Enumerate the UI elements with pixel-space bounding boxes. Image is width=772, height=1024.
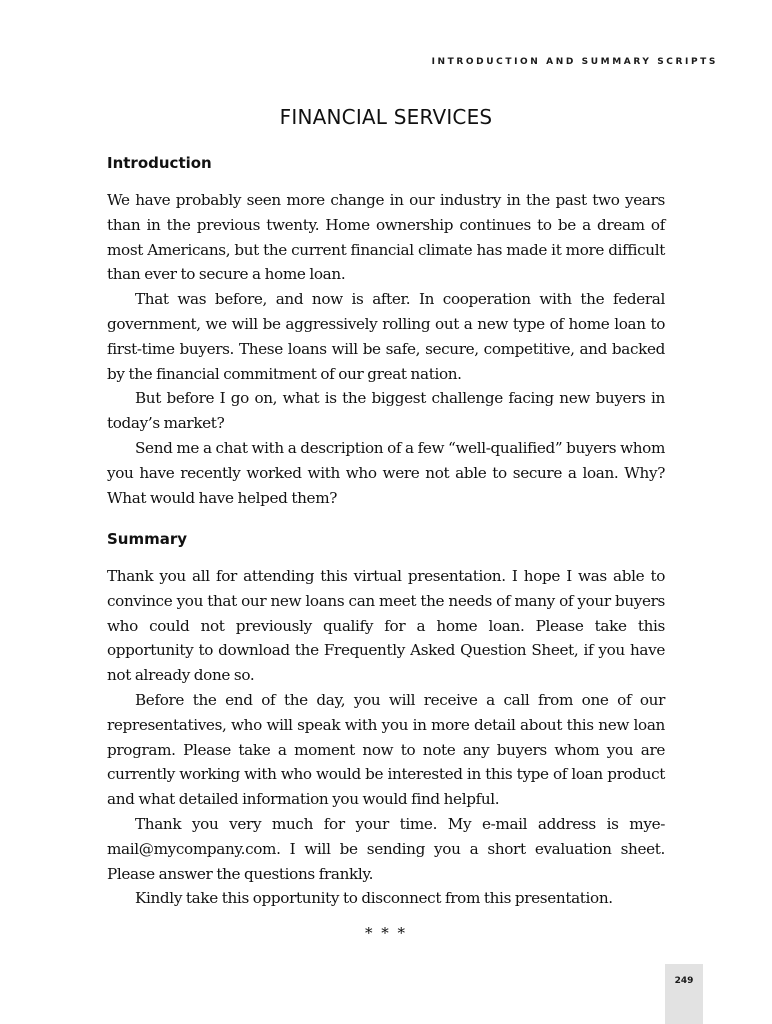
introduction-heading: Introduction <box>107 154 212 172</box>
summary-paragraph: Kindly take this opportunity to disconnect from this presentation. <box>135 889 613 908</box>
summary-paragraph: Before the end of the day, you will receive a call from one of our representatives, who will speak with you in more detail about this new loan program. Please take a moment now to note any buyers whom you are currently working with who would be interested in this type of loan product and what detailed information you would find helpful. <box>107 690 665 809</box>
folio-tab <box>665 964 703 1024</box>
introduction-paragraph: Send me a chat with a description of a few “well-qualified” buyers whom you have recently worked with who were not able to secure a loan. Why? What would have helped them? <box>107 438 665 507</box>
summary-heading: Summary <box>107 530 188 548</box>
scene-break: * * * <box>364 924 408 942</box>
introduction-body <box>107 188 665 510</box>
summary-body <box>107 564 665 911</box>
chapter-title: FINANCIAL SERVICES <box>279 105 493 129</box>
introduction-paragraph: That was before, and now is after. In cooperation with the federal government, we will be aggressively rolling out a new type of home loan to first-time buyers. These loans will be safe, secure, competitive, and backed by the financial commitment of our great nation. <box>107 290 665 383</box>
summary-paragraph: Thank you all for attending this virtual presentation. I hope I was able to convince you that our new loans can meet the needs of many of your buyers who could not previously qualify for a home loan. Please take this opportunity to download the Frequently Asked Question Sheet, if you have not already done so. <box>107 567 665 685</box>
page-number: 249 <box>674 976 694 986</box>
introduction-paragraph: But before I go on, what is the biggest challenge facing new buyers in today’s market? <box>107 389 665 433</box>
summary-paragraph: Thank you very much for your time. My e-mail address is mye-mail@mycompany.com. I will be sending you a short evaluation sheet. Please answer the questions frankly. <box>107 814 665 883</box>
running-head: INTRODUCTION AND SUMMARY SCRIPTS <box>431 57 718 67</box>
introduction-paragraph: We have probably seen more change in our industry in the past two years than in the previous twenty. Home ownership continues to be a dream of most Americans, but the current financial climate has made it more difficult than ever to secure a home loan. <box>107 191 665 284</box>
